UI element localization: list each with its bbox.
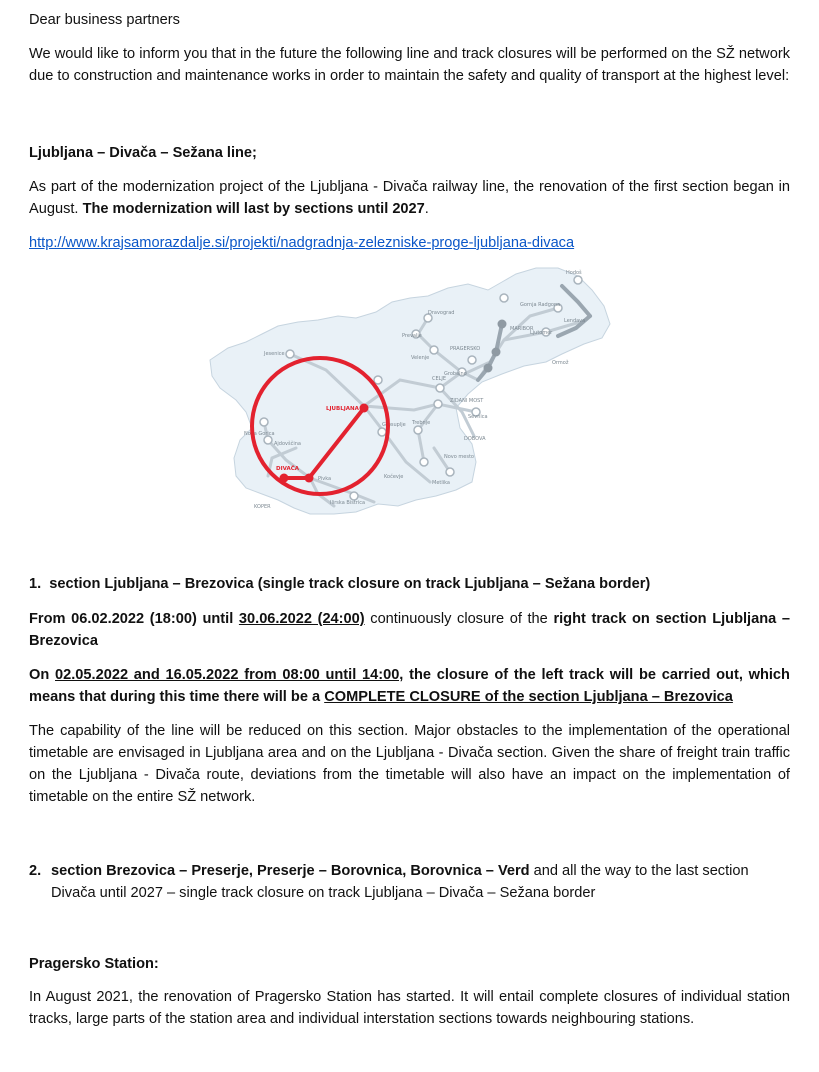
section1-paragraph-3: The capability of the line will be reduced on this section. Major obstacles to the implementation of the operational timetable are envisaged in Ljubljana area and on the Ljubljana - Divača section. Given the share of freight train traffic on the Ljubljana - Divača route, deviations from the timetable will also have an impact on the implementation of timetable on the entire SŽ network. bbox=[29, 723, 790, 805]
s1-p1-start: From 06.02.2022 (18:00) until bbox=[29, 611, 234, 627]
line-text: As part of the modernization project of the Ljubljana - Divača railway line, the renovation of the first section began in August. bbox=[29, 179, 790, 217]
midpoint-marker bbox=[305, 474, 314, 483]
s1-p1-mid: continuously closure of the bbox=[370, 611, 548, 627]
pragersko-heading: Pragersko Station: bbox=[29, 956, 159, 972]
section1-paragraph-2 bbox=[29, 664, 790, 708]
svg-text:Prevalje: Prevalje bbox=[402, 333, 422, 339]
line-text-end: . bbox=[424, 201, 429, 217]
line-paragraph bbox=[29, 176, 790, 220]
section2-text: and all the way to the last section Divača until 2027 – single track closure on track Ljubljana – Divača – Sežana border bbox=[51, 863, 749, 901]
svg-text:Kočevje: Kočevje bbox=[384, 474, 404, 480]
s1-p1-track: right track on section Ljubljana – Brezovica bbox=[29, 611, 790, 649]
ljubljana-marker bbox=[360, 404, 369, 413]
svg-text:Velenje: Velenje bbox=[411, 355, 430, 361]
s1-p1-date: 30.06.2022 (24:00) bbox=[238, 611, 365, 627]
svg-text:Ormož: Ormož bbox=[552, 360, 569, 366]
svg-text:Ilirska Bistrica: Ilirska Bistrica bbox=[330, 500, 366, 506]
svg-text:CELJE: CELJE bbox=[432, 376, 447, 382]
slovenia-railway-map-svg bbox=[206, 262, 618, 520]
svg-text:Trebnje: Trebnje bbox=[412, 420, 431, 426]
section1-paragraph-1 bbox=[29, 608, 790, 652]
svg-text:Hodoš: Hodoš bbox=[566, 270, 582, 276]
svg-text:Lendava: Lendava bbox=[564, 318, 586, 324]
svg-text:Ajdovščina: Ajdovščina bbox=[274, 441, 301, 447]
svg-text:MARIBOR: MARIBOR bbox=[510, 326, 534, 332]
line-text-bold: The modernization will last by sections until 2027 bbox=[82, 201, 425, 217]
pragersko-paragraph: In August 2021, the renovation of Pragersko Station has started. It will entail complete closures of individual station tracks, large parts of the station area and individual interstation sections towards neighbouring stations. bbox=[29, 989, 790, 1027]
s1-p2-complete-closure: COMPLETE CLOSURE of the section Ljubljana – Brezovica bbox=[324, 689, 733, 705]
s1-p2-mid: the closure of the left track will be carried out, which means that during this time there will be a bbox=[29, 667, 790, 705]
svg-text:Grobelno: Grobelno bbox=[444, 371, 467, 377]
link-paragraph bbox=[29, 232, 790, 254]
line-heading: Ljubljana – Divača – Sežana line; bbox=[29, 145, 257, 161]
svg-text:ZIDANI MOST: ZIDANI MOST bbox=[450, 398, 484, 404]
intro-paragraph: We would like to inform you that in the future the following line and track closures will be performed on the SŽ network due to construction and maintenance works in order to maintain the safety and quality of transport at the highest level: bbox=[29, 46, 790, 84]
section1-heading: section Ljubljana – Brezovica (single track closure on track Ljubljana – Sežana border) bbox=[49, 576, 651, 592]
svg-text:Nova Gorica: Nova Gorica bbox=[244, 431, 275, 437]
svg-text:Grosuplje: Grosuplje bbox=[382, 422, 406, 428]
divaca-marker bbox=[280, 474, 289, 483]
svg-text:DOBOVA: DOBOVA bbox=[464, 436, 486, 442]
svg-text:Gornja Radgona: Gornja Radgona bbox=[520, 302, 561, 308]
railway-map bbox=[206, 262, 618, 520]
svg-text:Ljutomer: Ljutomer bbox=[530, 330, 553, 336]
svg-text:KOPER: KOPER bbox=[254, 504, 271, 510]
svg-text:Novo mesto: Novo mesto bbox=[444, 454, 474, 460]
divaca-label: DIVAČA bbox=[276, 466, 300, 472]
svg-text:Sevnica: Sevnica bbox=[468, 414, 488, 420]
s1-p2-start: On bbox=[29, 667, 50, 683]
section2-paragraph bbox=[29, 860, 790, 904]
section1-number: 1. bbox=[29, 576, 42, 592]
section1-heading-row bbox=[29, 573, 790, 595]
section2-number: 2. bbox=[29, 863, 42, 879]
svg-text:Dravograd: Dravograd bbox=[428, 310, 455, 316]
project-link[interactable]: http://www.krajsamorazdalje.si/projekti/nadgradnja-zelezniske-proge-ljubljana-divaca bbox=[29, 235, 575, 251]
svg-text:Metlika: Metlika bbox=[432, 480, 451, 486]
svg-text:Jesenice: Jesenice bbox=[264, 351, 285, 357]
svg-text:PRAGERSKO: PRAGERSKO bbox=[450, 346, 481, 352]
ljubljana-label: LJUBLJANA bbox=[326, 406, 359, 412]
greeting: Dear business partners bbox=[29, 12, 180, 28]
s1-p2-dates: 02.05.2022 and 16.05.2022 from 08:00 until 14:00, bbox=[55, 667, 404, 683]
svg-text:Pivka: Pivka bbox=[318, 476, 332, 482]
section2-heading: section Brezovica – Preserje, Preserje – Borovnica, Borovnica – Verd bbox=[51, 863, 530, 879]
